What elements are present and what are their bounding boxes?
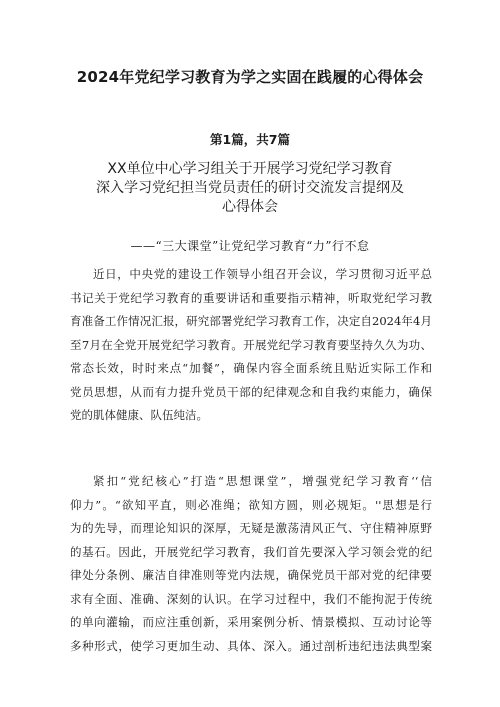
- article-subtitle: ——“三大课堂”让党纪学习教育“力”行不怠: [130, 239, 370, 253]
- paragraph-line: 为的先导，而理论知识的深厚，无疑是激荡清风正气、守住精神原野: [70, 521, 432, 535]
- paragraph-line: 至7月在全党开展党纪学习教育。开展党纪学习教育要坚持久久为功、: [70, 337, 432, 352]
- paragraph-1: [70, 263, 432, 428]
- heading-line: 深入学习党纪担当党员责任的研讨交流发言提纲及: [96, 180, 404, 196]
- heading-line: 心得体会: [222, 199, 278, 215]
- paragraph-line: 常态长效，时时来点“加餐”，确保内容全面系统且贴近实际工作和: [70, 361, 432, 375]
- paragraph-2: [70, 470, 432, 658]
- paragraph-line: 育准备工作情况汇报，研究部署党纪学习教育工作，决定自2024年4月: [70, 314, 432, 328]
- chapter-indicator: 第1篇，共7篇: [210, 132, 290, 147]
- paragraph-line: 多种形式，使学习更加生动、具体、深入。通过剖析违纪违法典型案: [70, 638, 432, 653]
- paragraph-line: 的基石。因此，开展党纪学习教育，我们首先要深入学习领会党的纪: [70, 544, 432, 559]
- paragraph-line: 仰力”。“欲知平直，则必准绳；欲知方圆，则必规矩。''思想是行: [70, 497, 432, 512]
- paragraph-line: 书记关于党纪学习教育的重要讲话和重要指示精神，听取党纪学习教: [70, 290, 432, 305]
- paragraph-line: 律处分条例、廉洁自律准则等党内法规，确保党员干部对党的纪律要: [70, 568, 432, 582]
- paragraph-line: 求有全面、准确、深刻的认识。在学习过程中，我们不能拘泥于传统: [70, 591, 432, 606]
- article-heading: [60, 160, 440, 217]
- document-title: 2024年党纪学习教育为学之实固在践履的心得体会: [76, 68, 424, 86]
- heading-line: XX单位中心学习组关于开展学习党纪学习教育: [107, 161, 393, 177]
- paragraph-line: 党员思想，从而有力提升党员干部的纪律观念和自我约束能力，确保: [70, 384, 432, 399]
- paragraph-line: 紧扣“党纪核心”打造“思想课堂”，增强党纪学习教育‘‘信: [93, 474, 432, 488]
- paragraph-line: 的单向灌输，而应注重创新，采用案例分析、情景模拟、互动讨论等: [70, 615, 432, 629]
- paragraph-line: 近日，中央党的建设工作领导小组召开会议，学习贯彻习近平总: [93, 267, 432, 281]
- paragraph-line: 党的肌体健康、队伍纯洁。: [70, 408, 208, 422]
